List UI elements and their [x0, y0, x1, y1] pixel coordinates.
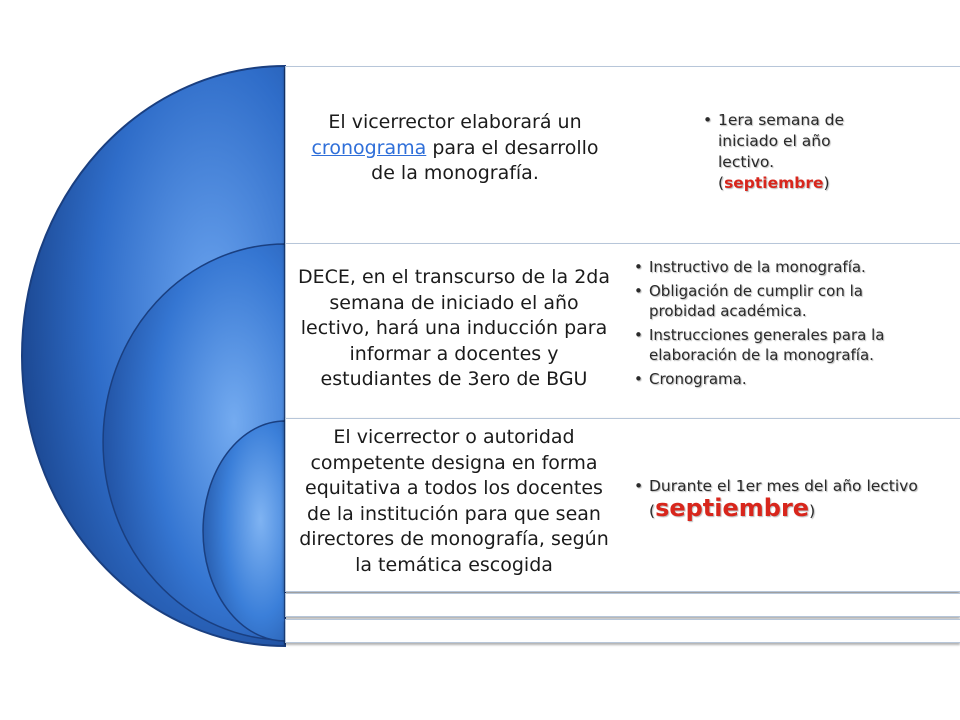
bullet-text-tail: ): [823, 174, 830, 192]
row-2-left-text: DECE, en el transcurso de la 2da semana de iniciado el año lectivo, hará una inducción para informar a docentes y estudiantes de 3ero de BGU: [297, 266, 610, 390]
row-4-box: [285, 593, 960, 617]
bullet-text: Obligación de cumplir con la probidad académica.: [649, 282, 863, 320]
bullet-item: [703, 110, 888, 194]
row-3-left-text: El vicerrector o autoridad competente designa en forma equitativa a todos los docentes de la institución para que sean directores de monografía, según la temática escogida: [299, 426, 609, 576]
bullet-item: [634, 281, 934, 321]
row-1-left-text-part: para el desarrollo de la monografía.: [371, 136, 599, 184]
row-2-bullets: [634, 257, 934, 389]
cronograma-link[interactable]: cronograma: [311, 136, 427, 159]
row-1-left-text-part: El vicerrector elaborará un: [328, 111, 582, 133]
bullet-text-tail: ): [809, 502, 816, 520]
month-highlight: septiembre: [724, 174, 824, 192]
row-1-left-text: [305, 110, 605, 187]
bullet-text: Instrucciones generales para la elaboración de la monografía.: [649, 326, 885, 364]
bullet-text: Instructivo de la monografía.: [649, 258, 866, 276]
month-highlight: septiembre: [655, 494, 810, 522]
bullet-item: [634, 475, 956, 522]
bullet-item: [634, 369, 934, 389]
row-1-bullets: [703, 110, 888, 194]
bullet-item: [634, 257, 934, 277]
row-3-bullets: [634, 475, 956, 522]
bullet-text: 1era semana de iniciado el año lectivo. (: [718, 111, 845, 192]
row-5-box: [285, 619, 960, 643]
bullet-text: Cronograma.: [649, 370, 747, 388]
bullet-item: [634, 325, 934, 365]
bullet-text: Durante el 1er mes del año lectivo (: [649, 477, 918, 520]
